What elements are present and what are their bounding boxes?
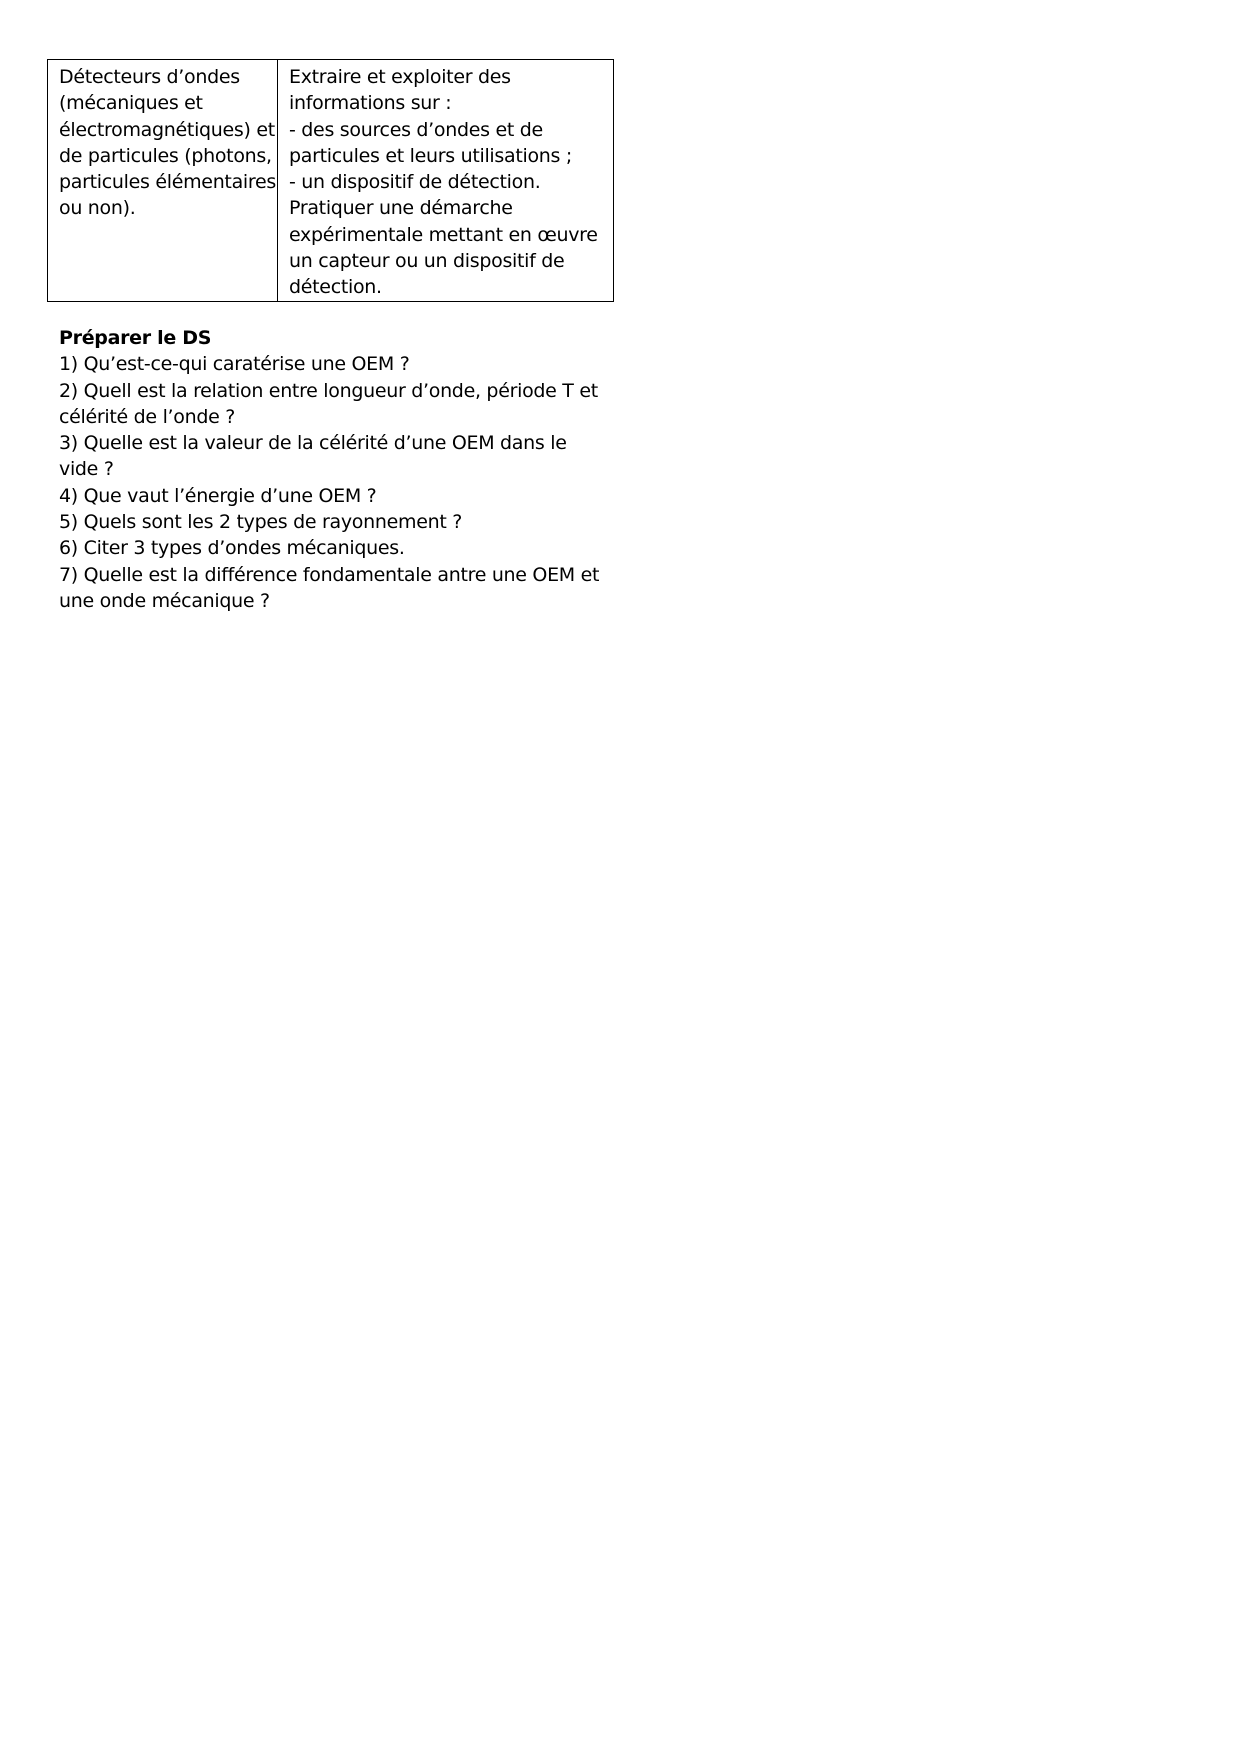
- notion-line: ou non).: [59, 197, 136, 220]
- skill-line: Extraire et exploiter des: [289, 66, 511, 88]
- skills-cell: [278, 60, 614, 302]
- question-line: 5) Quels sont les 2 types de rayonnement ?: [59, 511, 463, 534]
- question-line: 6) Citer 3 types d’ondes mécaniques.: [59, 537, 405, 560]
- notion-line: (mécaniques et: [59, 92, 203, 115]
- question-line: une onde mécanique ?: [59, 589, 270, 612]
- skill-line: informations sur :: [289, 92, 452, 115]
- question-line: 4) Que vaut l’énergie d’une OEM ?: [59, 484, 377, 507]
- skill-line: détection.: [289, 276, 382, 299]
- notion-line: particules élémentaires: [59, 171, 276, 194]
- skill-line: Pratiquer une démarche: [289, 197, 513, 220]
- notion-line: électromagnétiques) et: [59, 118, 275, 141]
- question-line: 2) Quell est la relation entre longueur d’onde, période T et: [59, 379, 598, 402]
- skill-line: particules et leurs utilisations ;: [289, 144, 572, 167]
- prep-title: Préparer le DS: [59, 327, 212, 349]
- table-row: [48, 60, 614, 302]
- question-line: 7) Quelle est la différence fondamentale antre une OEM et: [59, 563, 600, 586]
- question-line: célérité de l’onde ?: [59, 405, 236, 428]
- notion-line: de particules (photons,: [59, 144, 272, 167]
- notion-cell: [48, 60, 278, 302]
- notion-line: Détecteurs d’ondes: [59, 66, 240, 88]
- prep-section: [59, 325, 599, 614]
- skills-table: [47, 59, 614, 302]
- skill-line: - des sources d’ondes et de: [289, 118, 543, 141]
- question-line: vide ?: [59, 458, 114, 481]
- skill-line: un capteur ou un dispositif de: [289, 250, 565, 273]
- skill-line: - un dispositif de détection.: [289, 171, 541, 194]
- question-line: 3) Quelle est la valeur de la célérité d’une OEM dans le: [59, 432, 567, 455]
- skill-line: expérimentale mettant en œuvre: [289, 223, 598, 246]
- question-line: 1) Qu’est-ce-qui caratérise une OEM ?: [59, 353, 410, 376]
